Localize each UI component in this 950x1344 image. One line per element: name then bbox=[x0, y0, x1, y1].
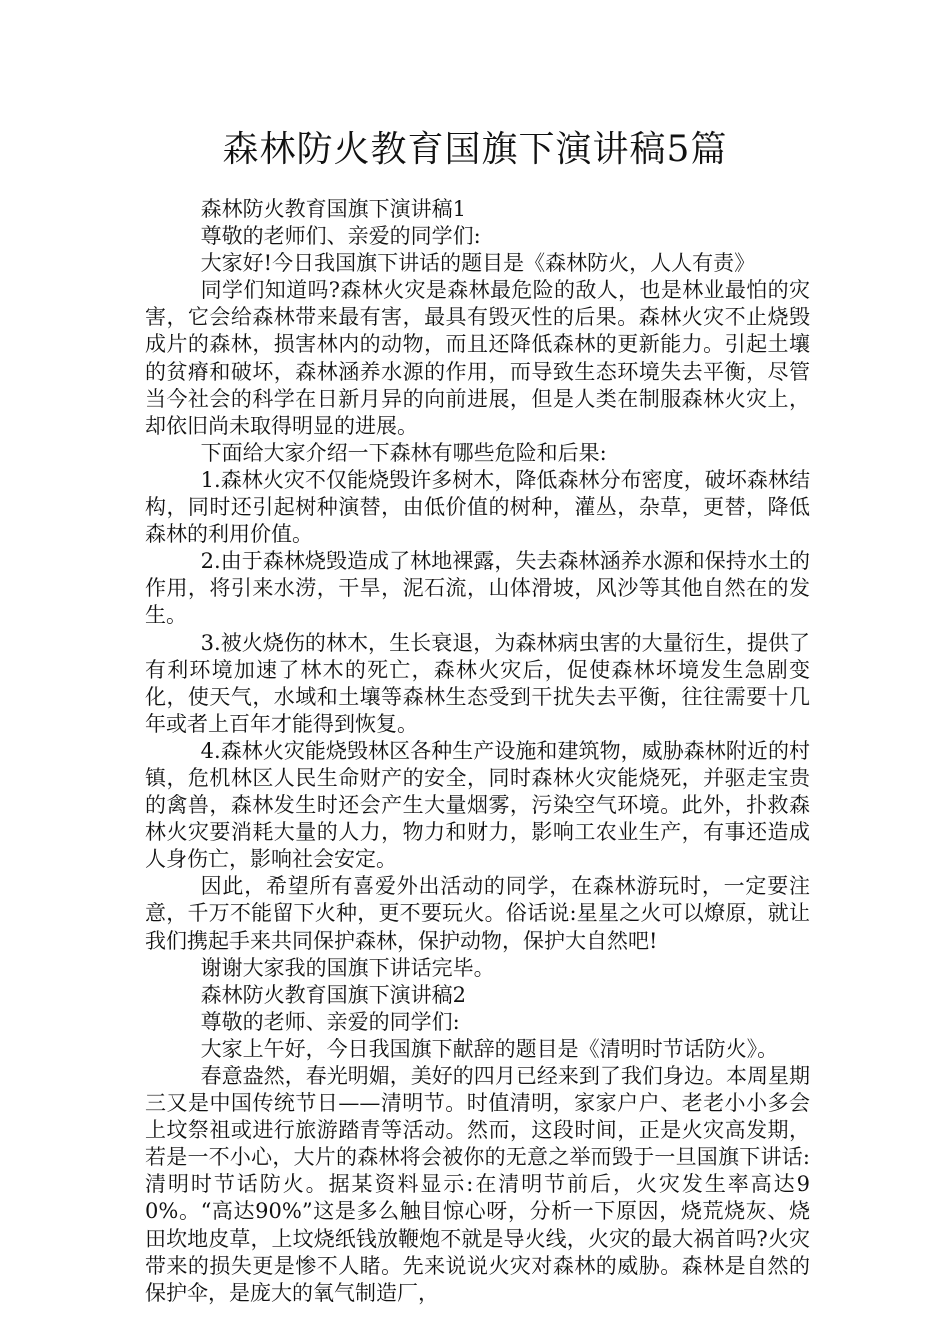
speech-topic-2: 大家上午好，今日我国旗下献辞的题目是《清明时节话防火》。 bbox=[200, 1036, 779, 1061]
salutation-1: 尊敬的老师们、亲爱的同学们: bbox=[200, 224, 481, 249]
section-heading-2: 森林防火教育国旗下演讲稿2 bbox=[200, 982, 467, 1007]
list-item-2: 2.由于森林烧毁造成了林地裸露，失去森林涵养水源和保持水土的作用，将引来水涝，干旱，泥石流，山体滑坡，风沙等其他自然在的发生。 bbox=[145, 549, 810, 628]
list-item-1: 1.森林火灾不仅能烧毁许多树木，降低森林分布密度，破坏森林结构，同时还引起树种演替，由低价值的树种，灌丛，杂草，更替，降低森林的利用价值。 bbox=[145, 467, 810, 547]
body-paragraph: 同学们知道吗?森林火灾是森林最危险的敌人，也是林业最怕的灾害，它会给森林带来最有害，最具有毁灭性的后果。森林火灾不止烧毁成片的森林，损害林内的动物，而且还降低森林的更新能力。引起土壤的贫瘠和破坏，森林涵养水源的作用，而导致生态环境失去平衡，尽管当今社会的科学在日新月异的向前进展，但是人类在制服森林火灾上，却依旧尚未取得明显的进展。 bbox=[145, 278, 810, 438]
speech-topic-1: 大家好!今日我国旗下讲话的题目是《森林防火，人人有责》 bbox=[200, 251, 756, 276]
closing-line: 谢谢大家我的国旗下讲话完毕。 bbox=[200, 955, 495, 980]
salutation-2: 尊敬的老师、亲爱的同学们: bbox=[200, 1009, 460, 1034]
body-paragraph: 下面给大家介绍一下森林有哪些危险和后果: bbox=[200, 440, 607, 465]
document-body bbox=[145, 196, 810, 1307]
body-paragraph: 春意盎然，春光明媚，美好的四月已经来到了我们身边。本周星期三又是中国传统节日——清明节。时值清明，家家户户、老老小小多会上坟祭祖或进行旅游踏青等活动。然而，这段时间，正是火灾高发期，若是一不小心，大片的森林将会被你的无意之举而毁于一旦国旗下讲话:清明时节话防火。据某资料显示:在清明节前后，火灾发生率高达90%。“高达90%”这是多么触目惊心呀，分析一下原因，烧荒烧灰、烧田坎地皮草，上坟烧纸钱放鞭炮不就是导火线，火灾的最大祸首吗?火灾带来的损失更是惨不人睹。先来说说火灾对森林的威胁。森林是自然的保护伞，是庞大的氧气制造厂， bbox=[145, 1064, 810, 1305]
document-title: 森林防火教育国旗下演讲稿5篇 bbox=[222, 129, 728, 170]
section-heading-1: 森林防火教育国旗下演讲稿1 bbox=[200, 197, 467, 221]
list-item-3: 3.被火烧伤的林木，生长衰退，为森林病虫害的大量衍生，提供了有利环境加速了林木的死亡，森林火灾后，促使森林坏境发生急剧变化，使天气，水域和土壤等森林生态受到干扰失去平衡，往往需要十几年或者上百年才能得到恢复。 bbox=[145, 630, 810, 736]
list-item-4: 4.森林火灾能烧毁林区各种生产设施和建筑物，威胁森林附近的村镇，危机林区人民生命财产的安全，同时森林火灾能烧死，并驱走宝贵的禽兽，森林发生时还会产生大量烟雾，污染空气环境。此外，扑救森林火灾要消耗大量的人力，物力和财力，影响工农业生产，有事还造成人身伤亡，影响社会安定。 bbox=[145, 738, 810, 872]
body-paragraph: 因此，希望所有喜爱外出活动的同学，在森林游玩时，一定要注意，千万不能留下火种，更不要玩火。俗话说:星星之火可以燎原，就让我们携起手来共同保护森林，保护动物，保护大自然吧! bbox=[145, 874, 810, 953]
